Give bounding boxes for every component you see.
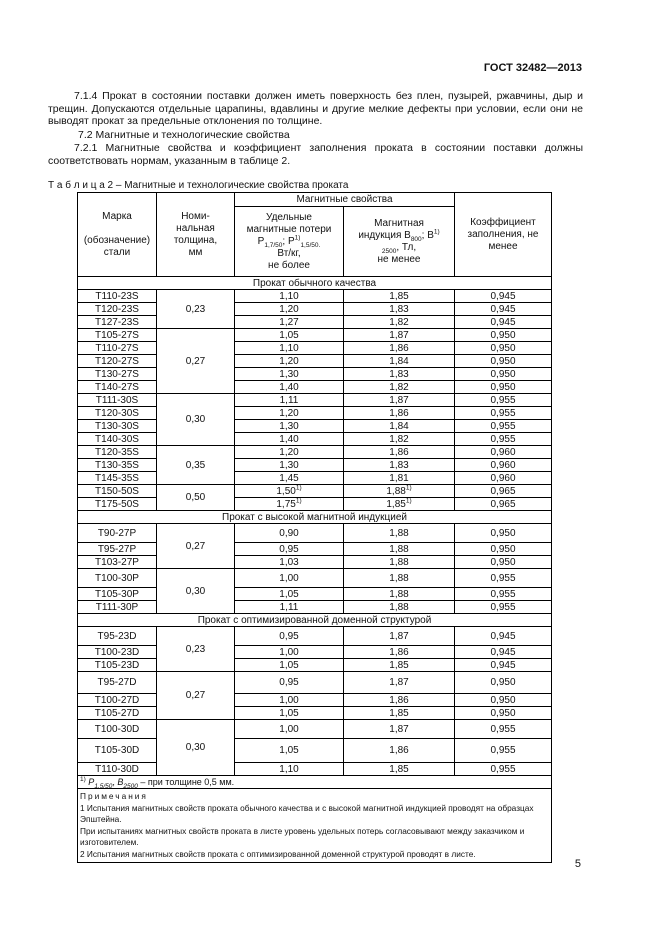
loss-cell: 1,30 (235, 420, 344, 433)
table-row (78, 355, 552, 368)
loss-cell: 1,05 (235, 707, 344, 720)
fill-cell: 0,950 (455, 368, 552, 381)
grade-cell: Т100-30D (78, 720, 157, 739)
grade-cell: Т120-35S (78, 446, 157, 459)
thickness-cell: 0,30 (157, 720, 235, 776)
fill-cell: 0,960 (455, 446, 552, 459)
grade-cell: Т110-23S (78, 290, 157, 303)
induction-cell: 1,86 (344, 739, 455, 763)
loss-cell: 1,20 (235, 303, 344, 316)
induction-cell: 1,88 (344, 601, 455, 614)
thickness-cell: 0,27 (157, 672, 235, 720)
loss-cell: 0,95 (235, 543, 344, 556)
grade-cell: Т105-30Р (78, 588, 157, 601)
fill-cell: 0,955 (455, 720, 552, 739)
header-induction: Магнитная индукция $B_{800}$; $B^{1)}$ $_{2500}$, Тл, не менее (344, 207, 455, 277)
loss-cell: 1,03 (235, 556, 344, 569)
induction-cell: 1,83 (344, 303, 455, 316)
header-magnetic: Магнитные свойства (235, 193, 455, 207)
header-grade: Марка (обозначение) стали (78, 193, 157, 277)
fill-cell: 0,955 (455, 588, 552, 601)
grade-cell: Т103-27Р (78, 556, 157, 569)
fill-cell: 0,950 (455, 381, 552, 394)
grade-cell: Т100-23D (78, 646, 157, 659)
fill-cell: 0,955 (455, 601, 552, 614)
grade-cell: Т95-27D (78, 672, 157, 694)
fill-cell: 0,965 (455, 485, 552, 498)
induction-cell: 1,88 (344, 524, 455, 543)
loss-cell: 0,95 (235, 672, 344, 694)
induction-cell: 1,84 (344, 355, 455, 368)
fill-cell: 0,950 (455, 707, 552, 720)
grade-cell: Т120-30S (78, 407, 157, 420)
loss-cell: 0,95 (235, 627, 344, 646)
loss-cell: 1,40 (235, 433, 344, 446)
table-row (78, 694, 552, 707)
table-row (78, 485, 552, 498)
table-row (78, 498, 552, 511)
fill-cell: 0,965 (455, 498, 552, 511)
grade-cell: Т175-50S (78, 498, 157, 511)
induction-cell: 1,88 (344, 556, 455, 569)
table-row (78, 329, 552, 342)
fill-cell: 0,945 (455, 659, 552, 672)
induction-cell: 1,87 (344, 394, 455, 407)
table-row (78, 368, 552, 381)
notes-heading: Примечания (80, 791, 148, 801)
grade-cell: Т120-27S (78, 355, 157, 368)
fill-cell: 0,945 (455, 303, 552, 316)
loss-cell: 1,00 (235, 569, 344, 588)
thickness-cell: 0,23 (157, 627, 235, 672)
table-row (78, 627, 552, 646)
induction-cell: 1,85 (344, 707, 455, 720)
grade-cell: Т145-35S (78, 472, 157, 485)
grade-cell: Т130-35S (78, 459, 157, 472)
fill-cell: 0,955 (455, 407, 552, 420)
induction-cell: 1,88$^{1)}$ (344, 485, 455, 498)
grade-cell: Т140-27S (78, 381, 157, 394)
header-thickness: Номи- нальная толщина, мм (157, 193, 235, 277)
grade-cell: Т130-27S (78, 368, 157, 381)
table-row (78, 303, 552, 316)
loss-cell: 1,10 (235, 290, 344, 303)
page-number: 5 (574, 858, 581, 870)
table-caption: Т а б л и ц а 2 – Магнитные и технологические свойства проката (48, 180, 349, 191)
induction-cell: 1,88 (344, 588, 455, 601)
grade-cell: Т105-30D (78, 739, 157, 763)
loss-cell: 1,20 (235, 407, 344, 420)
table-row (78, 316, 552, 329)
note-1b: При испытаниях магнитных свойств проката в листе уровень удельных потерь согласовывают между заказчиком и изготовителем. (80, 825, 525, 847)
fill-cell: 0,955 (455, 763, 552, 776)
table-row (78, 472, 552, 485)
loss-cell: 1,00 (235, 720, 344, 739)
induction-cell: 1,86 (344, 646, 455, 659)
induction-cell: 1,83 (344, 368, 455, 381)
grade-cell: Т120-23S (78, 303, 157, 316)
induction-cell: 1,86 (344, 694, 455, 707)
fill-cell: 0,945 (455, 627, 552, 646)
fill-cell: 0,950 (455, 672, 552, 694)
table-row (78, 601, 552, 614)
table-row (78, 394, 552, 407)
fill-cell: 0,955 (455, 394, 552, 407)
table-row (78, 381, 552, 394)
table-row (78, 739, 552, 763)
induction-cell: 1,85 (344, 290, 455, 303)
grade-cell: Т90-27Р (78, 524, 157, 543)
grade-cell: Т95-23D (78, 627, 157, 646)
grade-cell: Т100-27D (78, 694, 157, 707)
grade-cell: Т140-30S (78, 433, 157, 446)
table-row (78, 290, 552, 303)
grade-cell: Т111-30S (78, 394, 157, 407)
fill-cell: 0,945 (455, 316, 552, 329)
thickness-cell: 0,27 (157, 329, 235, 394)
loss-cell: 1,11 (235, 394, 344, 407)
section-high-induction: Прокат с высокой магнитной индукцией (78, 511, 552, 524)
induction-cell: 1,82 (344, 433, 455, 446)
fill-cell: 0,950 (455, 342, 552, 355)
induction-cell: 1,88 (344, 569, 455, 588)
fill-cell: 0,945 (455, 290, 552, 303)
loss-cell: 1,05 (235, 659, 344, 672)
loss-cell: 1,20 (235, 355, 344, 368)
thickness-cell: 0,27 (157, 524, 235, 569)
table-row (78, 342, 552, 355)
table-row (78, 556, 552, 569)
table-row (78, 420, 552, 433)
fill-cell: 0,955 (455, 569, 552, 588)
fill-cell: 0,955 (455, 739, 552, 763)
induction-cell: 1,86 (344, 342, 455, 355)
table-row (78, 524, 552, 543)
induction-cell: 1,87 (344, 672, 455, 694)
induction-cell: 1,88 (344, 543, 455, 556)
table-notes (78, 789, 552, 863)
thickness-cell: 0,23 (157, 290, 235, 329)
header-specific-loss: Удельные магнитные потери $P_{1,7/50}$; $P^{1)}_{1,5/50.}$ Вт/кг, не более (235, 207, 344, 277)
loss-cell: 1,27 (235, 316, 344, 329)
note-1: 1 Испытания магнитных свойств проката обычного качества и с высокой магнитной индукцией проводят на образцах Эпштейна. (80, 802, 534, 824)
table-row (78, 646, 552, 659)
table-row (78, 588, 552, 601)
table-row (78, 569, 552, 588)
grade-cell: Т100-30Р (78, 569, 157, 588)
magnetic-properties-table (77, 192, 552, 863)
standard-number: ГОСТ 32482—2013 (483, 62, 582, 74)
table-row (78, 659, 552, 672)
table-row (78, 720, 552, 739)
fill-cell: 0,955 (455, 433, 552, 446)
loss-cell: 1,30 (235, 368, 344, 381)
induction-cell: 1,82 (344, 381, 455, 394)
loss-cell: 1,05 (235, 739, 344, 763)
thickness-cell: 0,35 (157, 446, 235, 485)
grade-cell: Т105-27S (78, 329, 157, 342)
loss-cell: 1,45 (235, 472, 344, 485)
grade-cell: Т130-30S (78, 420, 157, 433)
fill-cell: 0,950 (455, 543, 552, 556)
table-row (78, 433, 552, 446)
loss-cell: 1,10 (235, 763, 344, 776)
induction-cell: 1,87 (344, 329, 455, 342)
grade-cell: Т105-23D (78, 659, 157, 672)
fill-cell: 0,950 (455, 329, 552, 342)
induction-cell: 1,84 (344, 420, 455, 433)
header-fill-factor: Коэффициент заполнения, не менее (455, 193, 552, 277)
thickness-cell: 0,30 (157, 394, 235, 446)
paragraph-7-1-4: 7.1.4 Прокат в состоянии поставки должен иметь поверхность без плен, пузырей, ржавчины, дыр и трещин. Допускаются отдельные царапины, вдавлины и другие мелкие дефекты при условии, если они не выводят прокат за предельные отклонения по толщине. (48, 90, 583, 128)
thickness-cell: 0,50 (157, 485, 235, 511)
grade-cell: Т95-27Р (78, 543, 157, 556)
thickness-cell: 0,30 (157, 569, 235, 614)
grade-cell: Т105-27D (78, 707, 157, 720)
grade-cell: Т111-30Р (78, 601, 157, 614)
induction-cell: 1,81 (344, 472, 455, 485)
fill-cell: 0,950 (455, 524, 552, 543)
fill-cell: 0,955 (455, 420, 552, 433)
table-row (78, 407, 552, 420)
loss-cell: 1,00 (235, 694, 344, 707)
fill-cell: 0,950 (455, 355, 552, 368)
fill-cell: 0,950 (455, 694, 552, 707)
loss-cell: 1,20 (235, 446, 344, 459)
fill-cell: 0,950 (455, 556, 552, 569)
paragraph-7-2-1: 7.2.1 Магнитные свойства и коэффициент заполнения проката в состоянии поставки должны соответствовать нормам, указанным в таблице 2. (48, 142, 583, 167)
loss-cell: 1,75$^{1)}$ (235, 498, 344, 511)
fill-cell: 0,945 (455, 646, 552, 659)
table-row (78, 672, 552, 694)
table-row (78, 459, 552, 472)
fill-cell: 0,960 (455, 459, 552, 472)
loss-cell: 0,90 (235, 524, 344, 543)
table-row (78, 543, 552, 556)
section-ordinary: Прокат обычного качества (78, 277, 552, 290)
note-2: 2 Испытания магнитных свойств проката с оптимизированной доменной структурой проводят в листе. (80, 848, 476, 859)
loss-cell: 1,05 (235, 588, 344, 601)
loss-cell: 1,00 (235, 646, 344, 659)
loss-cell: 1,11 (235, 601, 344, 614)
table-row (78, 707, 552, 720)
induction-cell: 1,86 (344, 407, 455, 420)
induction-cell: 1,87 (344, 720, 455, 739)
induction-cell: 1,85$^{1)}$ (344, 498, 455, 511)
grade-cell: Т110-27S (78, 342, 157, 355)
induction-cell: 1,86 (344, 446, 455, 459)
fill-cell: 0,960 (455, 472, 552, 485)
grade-cell: Т127-23S (78, 316, 157, 329)
loss-cell: 1,05 (235, 329, 344, 342)
induction-cell: 1,83 (344, 459, 455, 472)
induction-cell: 1,85 (344, 763, 455, 776)
paragraph-7-2: 7.2 Магнитные и технологические свойства (78, 129, 290, 141)
loss-cell: 1,30 (235, 459, 344, 472)
grade-cell: Т150-50S (78, 485, 157, 498)
loss-cell: 1,10 (235, 342, 344, 355)
induction-cell: 1,82 (344, 316, 455, 329)
induction-cell: 1,87 (344, 627, 455, 646)
section-domain-structure: Прокат с оптимизированной доменной структурой (78, 614, 552, 627)
loss-cell: 1,40 (235, 381, 344, 394)
loss-cell: 1,50$^{1)}$ (235, 485, 344, 498)
grade-cell: Т110-30D (78, 763, 157, 776)
table-row (78, 446, 552, 459)
table-footnote: $^{1)}$ $P_{1,5/50}$, $B_{2500}$ – при толщине 0,5 мм. (78, 776, 552, 789)
induction-cell: 1,85 (344, 659, 455, 672)
table-row (78, 763, 552, 776)
